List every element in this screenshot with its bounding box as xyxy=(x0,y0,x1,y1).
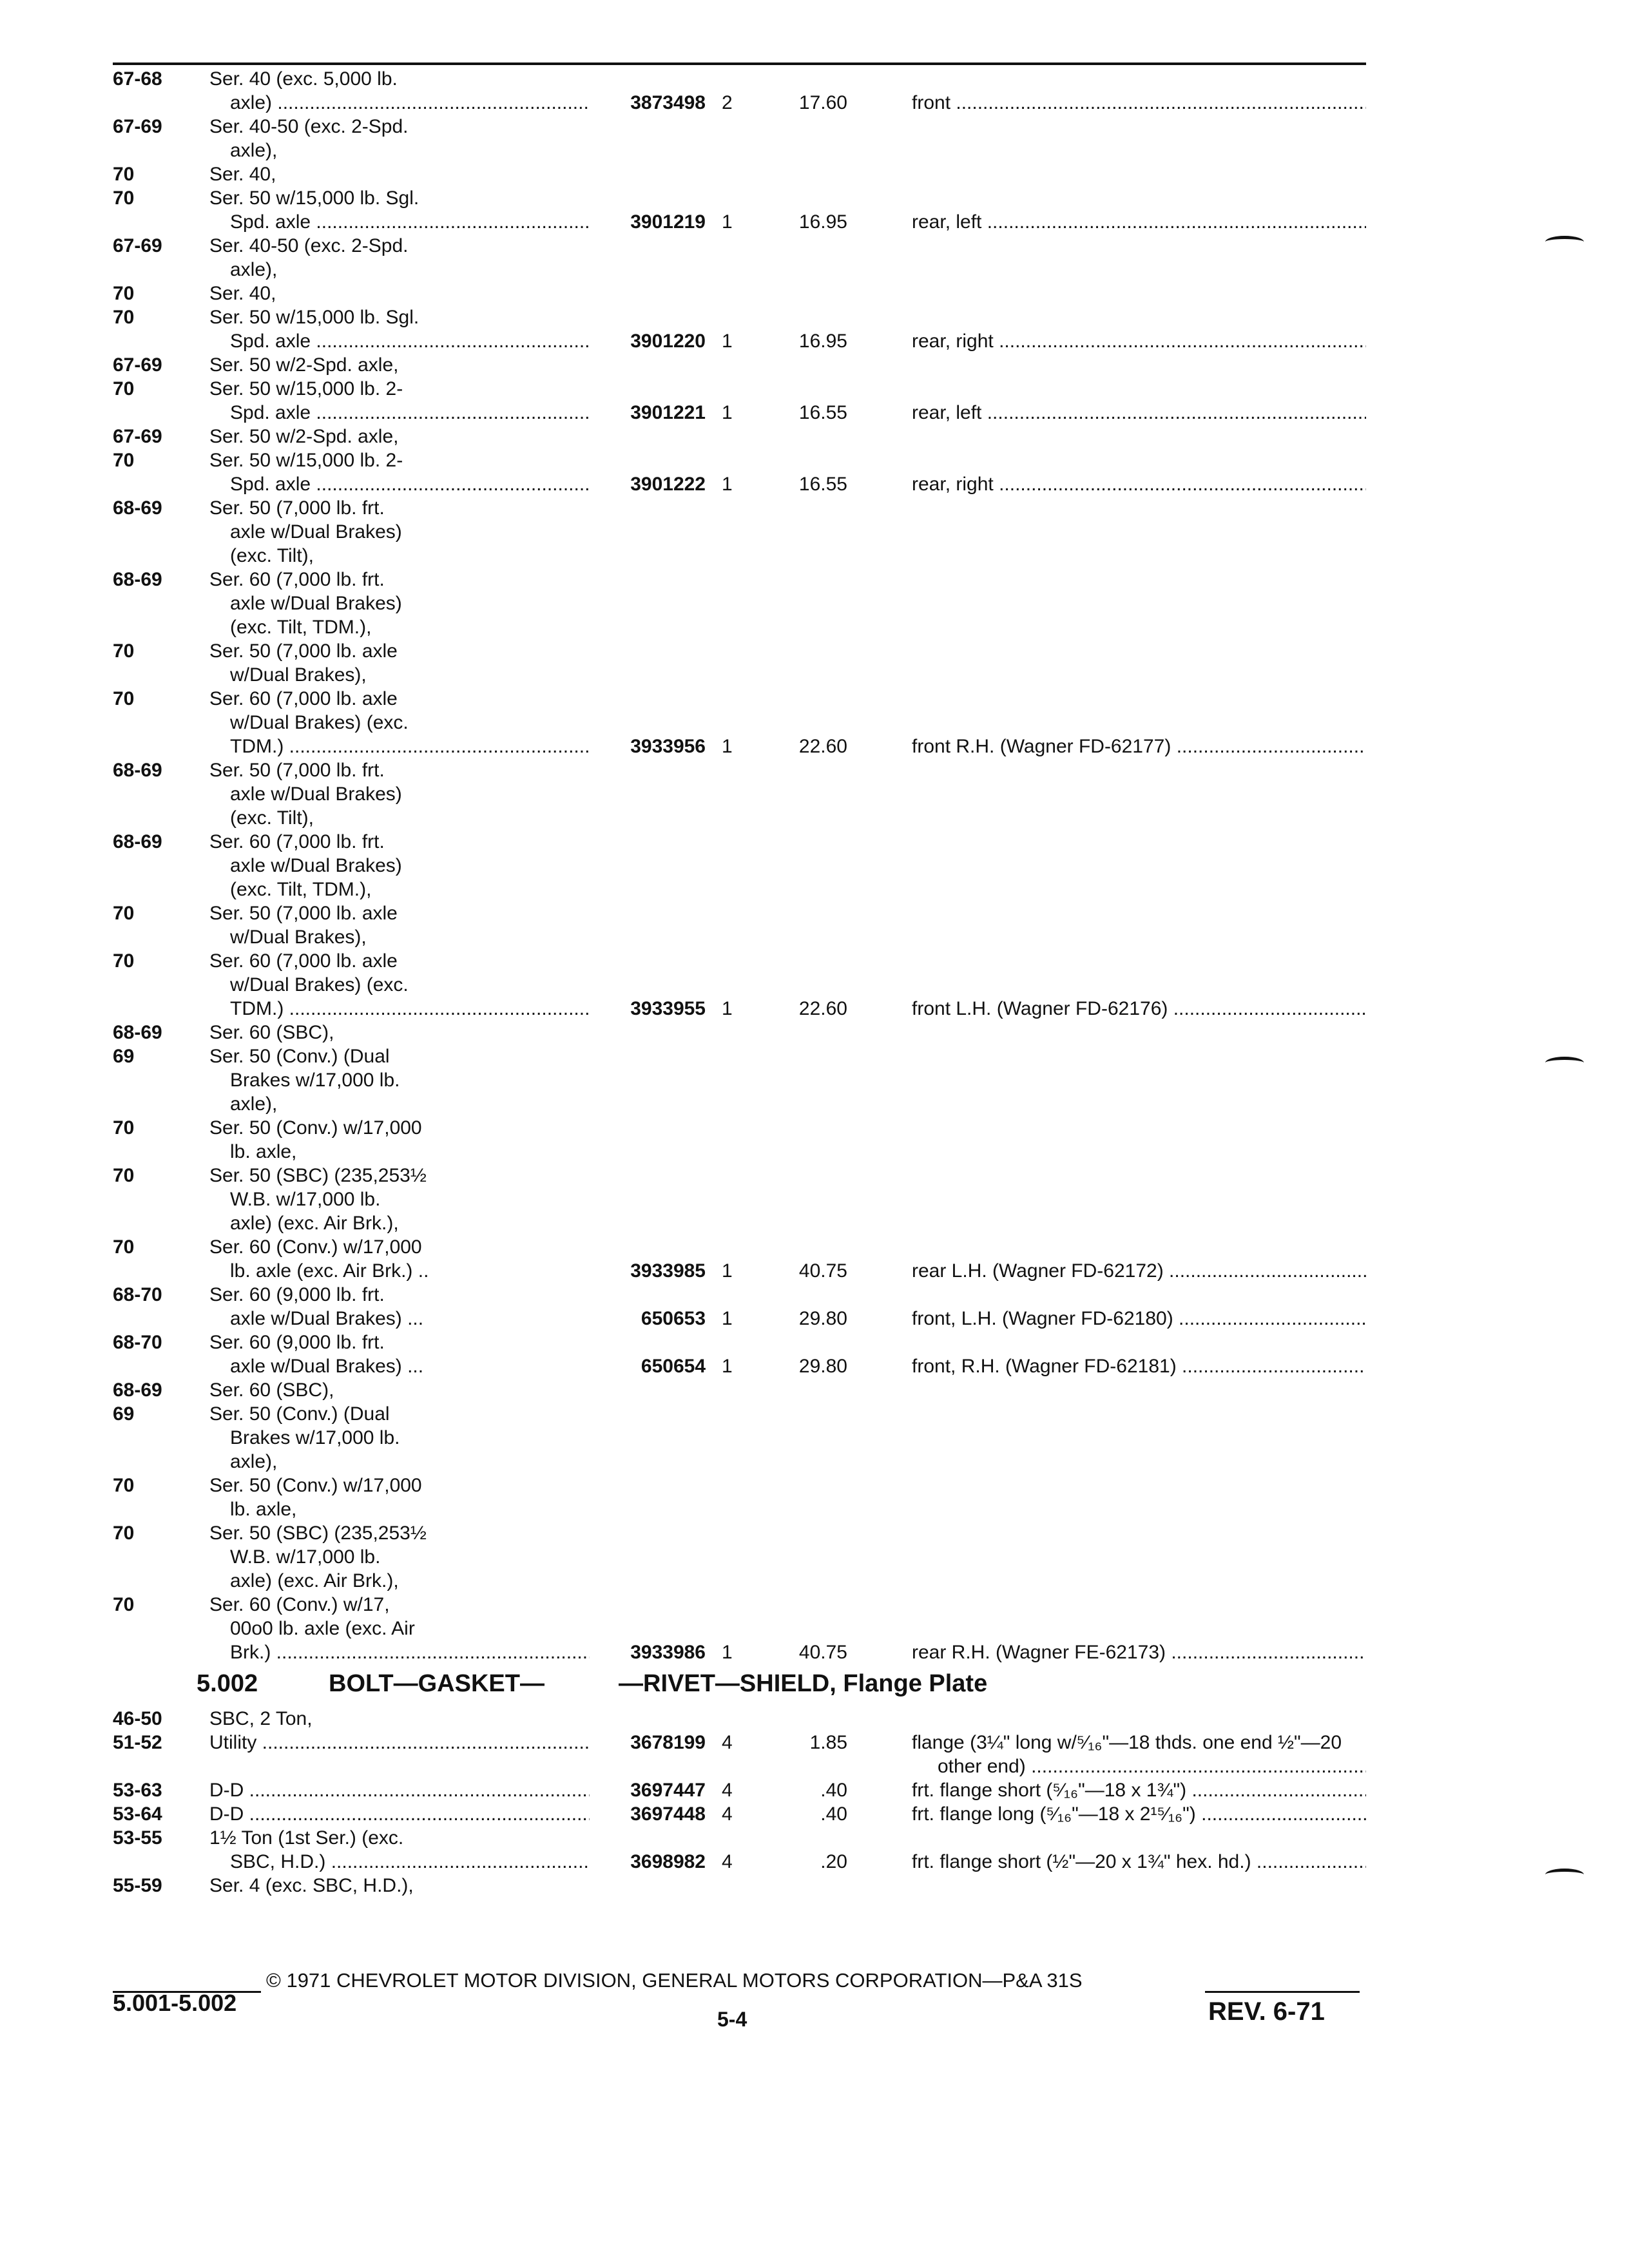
application-description: axle), xyxy=(230,259,278,280)
model-years: 67-69 xyxy=(113,354,162,376)
application-description: axle w/Dual Brakes) xyxy=(230,521,402,543)
table-row xyxy=(113,1045,1366,1068)
table-row xyxy=(113,664,1366,687)
table-row xyxy=(113,1212,1366,1235)
page-number: 5-4 xyxy=(717,2008,747,2031)
list-price: 40.75 xyxy=(798,1642,847,1663)
part-number: 3678199 xyxy=(630,1732,706,1753)
table-row xyxy=(113,378,1366,401)
model-years: 68-70 xyxy=(113,1284,162,1305)
section-heading xyxy=(113,1669,1366,1698)
application-description: Ser. 50 w/2-Spd. axle, xyxy=(209,354,399,376)
part-remarks: flange (3¼" long w/⁵⁄₁₆"—18 thds. one end ½"—20 xyxy=(912,1732,1342,1753)
quantity: 1 xyxy=(722,211,733,233)
application-description: Ser. 60 (7,000 lb. frt. xyxy=(209,831,385,852)
application-description: Spd. axle ..... xyxy=(230,330,590,353)
table-row xyxy=(113,926,1366,949)
application-description: axle) (exc. Air Brk.), xyxy=(230,1570,399,1591)
table-row xyxy=(113,1641,1366,1664)
list-price: 16.95 xyxy=(798,331,847,352)
application-description: SBC, H.D.) ..... xyxy=(230,1850,590,1874)
application-description: w/Dual Brakes) (exc. xyxy=(230,712,409,733)
model-years: 53-63 xyxy=(113,1780,162,1801)
model-years: 70 xyxy=(113,1117,135,1139)
table-row xyxy=(113,354,1366,377)
application-description: Ser. 60 (9,000 lb. frt. xyxy=(209,1332,385,1353)
table-row xyxy=(113,1474,1366,1497)
application-description: Ser. 60 (7,000 lb. axle xyxy=(209,950,398,972)
model-years: 70 xyxy=(113,1594,135,1615)
section-title-right: —RIVET—SHIELD, Flange Plate xyxy=(619,1670,988,1697)
list-price: 29.80 xyxy=(798,1356,847,1377)
model-years: 51-52 xyxy=(113,1732,162,1753)
table-row xyxy=(113,1188,1366,1211)
table-row xyxy=(113,997,1366,1021)
table-row xyxy=(113,306,1366,329)
margin-tick-mark xyxy=(1545,1869,1584,1881)
application-description: w/Dual Brakes), xyxy=(230,927,367,948)
table-row xyxy=(113,1850,1366,1874)
part-number: 3697447 xyxy=(630,1780,706,1801)
table-row xyxy=(113,1307,1366,1331)
application-description: lb. axle (exc. Air Brk.) .. xyxy=(230,1260,429,1282)
model-years: 70 xyxy=(113,688,135,709)
model-years: 70 xyxy=(113,378,135,399)
application-description: SBC, 2 Ton, xyxy=(209,1708,313,1729)
application-description: Ser. 60 (Conv.) w/17, xyxy=(209,1594,390,1615)
application-description: axle w/Dual Brakes) xyxy=(230,593,402,614)
quantity: 1 xyxy=(722,1356,733,1377)
application-description: Ser. 50 w/15,000 lb. Sgl. xyxy=(209,187,419,209)
table-row xyxy=(113,187,1366,210)
model-years: 67-69 xyxy=(113,116,162,137)
model-years: 70 xyxy=(113,950,135,972)
list-price: 1.85 xyxy=(809,1732,847,1753)
application-description: Ser. 40, xyxy=(209,164,276,185)
table-row xyxy=(113,521,1366,544)
part-remarks: rear, right ..... xyxy=(912,473,1366,496)
application-description: D-D ..... xyxy=(209,1803,590,1826)
application-description: (exc. Tilt), xyxy=(230,807,314,829)
model-years: 68-69 xyxy=(113,831,162,852)
application-description: Brk.) ..... xyxy=(230,1641,590,1664)
model-years: 70 xyxy=(113,903,135,924)
application-description: Brakes w/17,000 lb. xyxy=(230,1427,400,1448)
model-years: 69 xyxy=(113,1403,135,1425)
application-description: Utility ..... xyxy=(209,1731,590,1754)
application-description: Ser. 50 w/2-Spd. axle, xyxy=(209,426,399,447)
model-years: 68-69 xyxy=(113,1379,162,1401)
list-price: 16.55 xyxy=(798,402,847,423)
application-description: Ser. 50 (SBC) (235,253½ xyxy=(209,1523,427,1544)
quantity: 1 xyxy=(722,736,733,757)
part-remarks: rear, left ..... xyxy=(912,211,1366,234)
part-number: 650653 xyxy=(641,1308,706,1329)
table-row xyxy=(113,878,1366,901)
application-description: Brakes w/17,000 lb. xyxy=(230,1070,400,1091)
application-description: Ser. 50 (Conv.) (Dual xyxy=(209,1403,390,1425)
table-row xyxy=(113,425,1366,448)
revision-label: REV. 6-71 xyxy=(1208,1997,1325,2026)
table-row xyxy=(113,68,1366,91)
part-number: 3901220 xyxy=(630,331,706,352)
section-number: 5.002 xyxy=(197,1670,258,1697)
table-row xyxy=(113,950,1366,973)
part-remarks: rear, left ..... xyxy=(912,401,1366,425)
application-description: D-D ..... xyxy=(209,1779,590,1802)
model-years: 67-69 xyxy=(113,426,162,447)
table-row xyxy=(113,1617,1366,1640)
table-row xyxy=(113,1450,1366,1474)
table-row xyxy=(113,1731,1366,1754)
model-years: 70 xyxy=(113,1475,135,1496)
application-description: Ser. 50 (7,000 lb. frt. xyxy=(209,760,385,781)
part-number: 3697448 xyxy=(630,1803,706,1825)
table-row xyxy=(113,1570,1366,1593)
table-row xyxy=(113,831,1366,854)
model-years: 70 xyxy=(113,307,135,328)
table-row xyxy=(113,1827,1366,1850)
application-description: axle) (exc. Air Brk.), xyxy=(230,1213,399,1234)
part-remarks: front L.H. (Wagner FD-62176) ..... xyxy=(912,997,1366,1021)
part-remarks: front ..... xyxy=(912,91,1366,115)
part-number: 3901222 xyxy=(630,474,706,495)
application-description: axle), xyxy=(230,1451,278,1472)
table-row xyxy=(113,544,1366,568)
model-years: 68-69 xyxy=(113,569,162,590)
table-row xyxy=(113,1260,1366,1283)
application-description: Ser. 40-50 (exc. 2-Spd. xyxy=(209,235,409,256)
model-years: 70 xyxy=(113,187,135,209)
model-years: 53-64 xyxy=(113,1803,162,1825)
table-row xyxy=(113,401,1366,425)
section-title-left: BOLT—GASKET— xyxy=(329,1670,545,1697)
table-row xyxy=(113,115,1366,139)
table-row xyxy=(113,568,1366,591)
list-price: .40 xyxy=(820,1780,847,1801)
table-row xyxy=(113,1236,1366,1259)
table-row xyxy=(113,1874,1366,1898)
application-description: (exc. Tilt, TDM.), xyxy=(230,879,372,900)
table-row xyxy=(113,687,1366,711)
application-description: Ser. 60 (Conv.) w/17,000 xyxy=(209,1236,422,1258)
application-description: TDM.) ..... xyxy=(230,997,590,1021)
part-remarks: front R.H. (Wagner FD-62177) ..... xyxy=(912,735,1366,758)
list-price: 16.55 xyxy=(798,474,847,495)
model-years: 68-69 xyxy=(113,760,162,781)
model-years: 70 xyxy=(113,283,135,304)
table-row xyxy=(113,1140,1366,1164)
table-row xyxy=(113,163,1366,186)
model-years: 53-55 xyxy=(113,1827,162,1849)
table-row xyxy=(113,473,1366,496)
part-number: 3933986 xyxy=(630,1642,706,1663)
application-description: axle w/Dual Brakes) xyxy=(230,855,402,876)
application-description: axle), xyxy=(230,1093,278,1115)
application-description: Ser. 60 (9,000 lb. frt. xyxy=(209,1284,385,1305)
application-description: Ser. 50 (7,000 lb. axle xyxy=(209,640,398,662)
part-remarks: frt. flange short (½"—20 x 1¾" hex. hd.) ..... xyxy=(912,1850,1366,1874)
application-description: Ser. 60 (7,000 lb. axle xyxy=(209,688,398,709)
table-row xyxy=(113,1069,1366,1092)
list-price: 22.60 xyxy=(798,736,847,757)
table-row xyxy=(113,1707,1366,1731)
application-description: axle w/Dual Brakes) ... xyxy=(230,1356,424,1377)
part-number: 3933956 xyxy=(630,736,706,757)
quantity: 4 xyxy=(722,1851,733,1872)
part-number: 650654 xyxy=(641,1356,706,1377)
application-description: axle w/Dual Brakes) xyxy=(230,783,402,805)
footer-rule-right xyxy=(1205,1991,1360,1993)
application-description: axle w/Dual Brakes) ... xyxy=(230,1308,424,1329)
model-years: 70 xyxy=(113,1523,135,1544)
part-remarks: rear L.H. (Wagner FD-62172) ..... xyxy=(912,1260,1366,1283)
part-remarks: frt. flange short (⁵⁄₁₆"—18 x 1¾") ..... xyxy=(912,1779,1366,1802)
model-years: 70 xyxy=(113,1236,135,1258)
application-description: Ser. 40 (exc. 5,000 lb. xyxy=(209,68,398,90)
table-row xyxy=(113,211,1366,234)
application-description: Ser. 50 (SBC) (235,253½ xyxy=(209,1165,427,1186)
table-row xyxy=(113,1093,1366,1116)
table-row xyxy=(113,592,1366,615)
quantity: 2 xyxy=(722,92,733,113)
model-years: 46-50 xyxy=(113,1708,162,1729)
application-description: lb. axle, xyxy=(230,1141,297,1162)
copyright-line: © 1971 CHEVROLET MOTOR DIVISION, GENERAL MOTORS CORPORATION—P&A 31S xyxy=(266,1969,1083,1992)
application-description: Ser. 50 (Conv.) w/17,000 xyxy=(209,1475,422,1496)
application-description: Ser. 4 (exc. SBC, H.D.), xyxy=(209,1875,414,1896)
table-row xyxy=(113,1427,1366,1450)
quantity: 4 xyxy=(722,1803,733,1825)
application-description: Ser. 50 w/15,000 lb. 2- xyxy=(209,378,403,399)
list-price: 29.80 xyxy=(798,1308,847,1329)
margin-tick-mark xyxy=(1545,236,1584,248)
quantity: 1 xyxy=(722,1308,733,1329)
list-price: .20 xyxy=(820,1851,847,1872)
application-description: Ser. 60 (SBC), xyxy=(209,1022,334,1043)
part-number: 3901221 xyxy=(630,402,706,423)
application-description: axle), xyxy=(230,140,278,161)
application-description: Ser. 50 (7,000 lb. axle xyxy=(209,903,398,924)
table-row xyxy=(113,1355,1366,1378)
table-row xyxy=(113,91,1366,115)
table-row xyxy=(113,759,1366,782)
application-description: Spd. axle ..... xyxy=(230,473,590,496)
application-description: Ser. 50 w/15,000 lb. Sgl. xyxy=(209,307,419,328)
application-description: (exc. Tilt, TDM.), xyxy=(230,617,372,638)
table-row xyxy=(113,235,1366,258)
application-description: (exc. Tilt), xyxy=(230,545,314,566)
table-row xyxy=(113,902,1366,925)
quantity: 1 xyxy=(722,331,733,352)
margin-tick-mark xyxy=(1545,1057,1584,1069)
table-row xyxy=(113,1021,1366,1044)
table-row xyxy=(113,497,1366,520)
application-description: Ser. 50 w/15,000 lb. 2- xyxy=(209,450,403,471)
application-description: 1½ Ton (1st Ser.) (exc. xyxy=(209,1827,404,1849)
application-description: Ser. 40-50 (exc. 2-Spd. xyxy=(209,116,409,137)
table-row xyxy=(113,1283,1366,1307)
model-years: 67-68 xyxy=(113,68,162,90)
table-row xyxy=(113,783,1366,806)
table-row xyxy=(113,1803,1366,1826)
table-row xyxy=(113,139,1366,162)
application-description: Ser. 50 (Conv.) w/17,000 xyxy=(209,1117,422,1139)
table-row xyxy=(113,616,1366,639)
application-description: TDM.) ..... xyxy=(230,735,590,758)
table-row xyxy=(113,1164,1366,1187)
part-number: 3698982 xyxy=(630,1851,706,1872)
quantity: 1 xyxy=(722,1260,733,1282)
model-years: 68-69 xyxy=(113,1022,162,1043)
table-row xyxy=(113,1522,1366,1545)
part-remarks: rear R.H. (Wagner FE-62173) ..... xyxy=(912,1641,1366,1664)
application-description: Spd. axle ..... xyxy=(230,401,590,425)
table-row xyxy=(113,1593,1366,1617)
catalog-page xyxy=(113,55,1366,2084)
application-description: axle) ..... xyxy=(230,91,590,115)
table-row xyxy=(113,258,1366,282)
list-price: 17.60 xyxy=(798,92,847,113)
model-years: 70 xyxy=(113,450,135,471)
table-row xyxy=(113,1403,1366,1426)
application-description: Ser. 50 (7,000 lb. frt. xyxy=(209,497,385,519)
quantity: 4 xyxy=(722,1780,733,1801)
model-years: 68-70 xyxy=(113,1332,162,1353)
table-row xyxy=(113,854,1366,878)
table-row xyxy=(113,1379,1366,1402)
model-years: 70 xyxy=(113,640,135,662)
table-row xyxy=(113,330,1366,353)
top-rule xyxy=(113,62,1366,65)
table-row xyxy=(113,974,1366,997)
part-number: 3933985 xyxy=(630,1260,706,1282)
table-row xyxy=(113,1755,1366,1778)
table-row xyxy=(113,449,1366,472)
quantity: 1 xyxy=(722,998,733,1019)
table-row xyxy=(113,1498,1366,1521)
part-remarks: front, L.H. (Wagner FD-62180) ..... xyxy=(912,1307,1366,1331)
application-description: w/Dual Brakes) (exc. xyxy=(230,974,409,995)
table-row xyxy=(113,807,1366,830)
table-row xyxy=(113,1546,1366,1569)
list-price: 40.75 xyxy=(798,1260,847,1282)
quantity: 1 xyxy=(722,1642,733,1663)
table-row xyxy=(113,735,1366,758)
application-description: Ser. 40, xyxy=(209,283,276,304)
model-years: 55-59 xyxy=(113,1875,162,1896)
list-price: 16.95 xyxy=(798,211,847,233)
application-description: Ser. 50 (Conv.) (Dual xyxy=(209,1046,390,1067)
application-description: W.B. w/17,000 lb. xyxy=(230,1546,381,1568)
part-remarks: front, R.H. (Wagner FD-62181) ..... xyxy=(912,1355,1366,1378)
part-remarks: frt. flange long (⁵⁄₁₆"—18 x 2¹⁵⁄₁₆") ..... xyxy=(912,1803,1366,1826)
application-description: w/Dual Brakes), xyxy=(230,664,367,686)
part-remarks: rear, right ..... xyxy=(912,330,1366,353)
table-row xyxy=(113,640,1366,663)
list-price: 22.60 xyxy=(798,998,847,1019)
quantity: 1 xyxy=(722,474,733,495)
application-description: Spd. axle ..... xyxy=(230,211,590,234)
table-row xyxy=(113,282,1366,305)
section-range: 5.001-5.002 xyxy=(113,1990,237,2016)
table-row xyxy=(113,1779,1366,1802)
quantity: 4 xyxy=(722,1732,733,1753)
part-number: 3933955 xyxy=(630,998,706,1019)
model-years: 70 xyxy=(113,1165,135,1186)
part-remarks-continued: other end) ..... xyxy=(938,1755,1366,1778)
application-description: Ser. 60 (7,000 lb. frt. xyxy=(209,569,385,590)
table-row xyxy=(113,1117,1366,1140)
model-years: 69 xyxy=(113,1046,135,1067)
model-years: 68-69 xyxy=(113,497,162,519)
application-description: Ser. 60 (SBC), xyxy=(209,1379,334,1401)
part-number: 3901219 xyxy=(630,211,706,233)
model-years: 67-69 xyxy=(113,235,162,256)
application-description: 00o0 lb. axle (exc. Air xyxy=(230,1618,415,1639)
table-row xyxy=(113,1331,1366,1354)
table-row xyxy=(113,711,1366,735)
quantity: 1 xyxy=(722,402,733,423)
list-price: .40 xyxy=(820,1803,847,1825)
part-number: 3873498 xyxy=(630,92,706,113)
application-description: lb. axle, xyxy=(230,1499,297,1520)
model-years: 70 xyxy=(113,164,135,185)
application-description: W.B. w/17,000 lb. xyxy=(230,1189,381,1210)
